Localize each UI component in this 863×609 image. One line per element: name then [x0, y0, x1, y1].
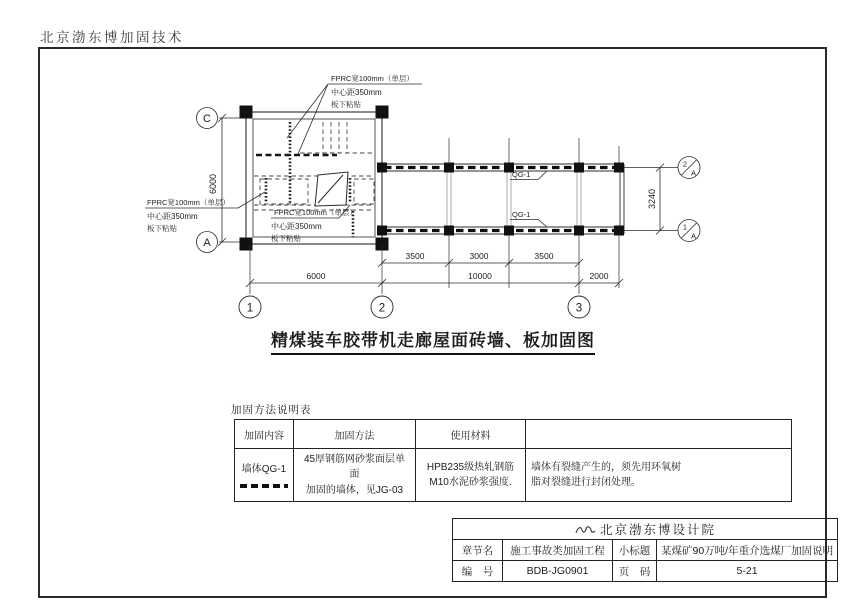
title-block-institute-row: [453, 519, 838, 540]
qg1-reinforcement-dashes: [384, 168, 622, 231]
institute-name: 北京渤东博设计院: [600, 523, 717, 537]
institute-logo-icon: [574, 524, 596, 536]
cell-method: [294, 449, 416, 502]
value-subtitle: 某煤矿90万吨/年重介选煤厂加固说明: [657, 540, 838, 561]
note-line1: 墙体有裂缝产生的，须先用环氧树: [531, 461, 681, 473]
header-note: [526, 420, 792, 449]
legend-table-caption: 加固方法说明表: [231, 404, 312, 416]
fprc-note-line1: FPRC宽100mm（单层）: [331, 74, 414, 83]
value-page: 5-21: [657, 561, 838, 582]
roof-opening: [315, 172, 348, 206]
dim-left-6000: 6000: [208, 173, 218, 195]
company-header: 北京渤东博加固技术: [40, 30, 184, 45]
title-block: [452, 518, 838, 582]
method-line2: 加固的墙体，见JG-03: [305, 484, 404, 496]
dim-right-3240: 3240: [647, 188, 657, 210]
fprc-note-line2: 中心距350mm: [271, 222, 322, 231]
cell-material: [416, 449, 526, 502]
cell-note: [526, 449, 792, 502]
material-line1: HPB235级热轧钢筋: [426, 461, 515, 473]
fprc-note-line2: 中心距350mm: [331, 88, 382, 97]
method-line1: 45厚钢筋网砂浆面层单面: [303, 453, 406, 481]
table-row: [235, 449, 792, 502]
header-method: 加固方法: [294, 420, 416, 449]
axis-label-a: A: [203, 237, 211, 249]
axis-label-c: C: [203, 113, 211, 125]
fprc-note-line1: FPRC宽100mm（单层）: [147, 198, 230, 207]
material-line2: M10水泥砂浆强度.: [429, 477, 512, 488]
axis-bottom-bubbles: [239, 296, 590, 318]
drawing-title: [38, 326, 828, 355]
dim-span3: 2000: [589, 271, 609, 281]
label-chapter: 章节名: [453, 540, 503, 561]
cell-content: [235, 449, 294, 502]
axis-left: [197, 108, 247, 253]
dim-bay1: 3500: [405, 251, 425, 261]
qg1-label-text: QG-1: [512, 170, 531, 179]
value-chapter: 施工事故类加固工程: [503, 540, 613, 561]
axis-label-2a-den: A: [690, 168, 697, 178]
table-header-row: [235, 420, 792, 449]
fprc-note-line1: FPRC宽100mm（单层）: [274, 208, 357, 217]
value-number: BDB-JG0901: [503, 561, 613, 582]
fprc-note-line3: 板下粘贴: [147, 224, 177, 233]
fprc-annotation-top: [287, 73, 422, 154]
fprc-note-line3: 板下粘贴: [331, 100, 361, 109]
axis-right: [624, 157, 700, 242]
label-number: 编 号: [453, 561, 503, 582]
axis-label-1a-den: A: [690, 231, 697, 241]
qg1-label-bottom: [510, 210, 547, 227]
corridor-columns: [377, 163, 624, 236]
title-block-row-chapter: [453, 540, 838, 561]
axis-label-1a-num: 1: [682, 222, 688, 232]
axis-label-2: 2: [378, 302, 386, 315]
wall-qg1-label: 墙体QG-1: [241, 463, 287, 475]
header-material: 使用材料: [416, 420, 526, 449]
reinforcement-method-table: [234, 419, 792, 502]
axis-label-3: 3: [575, 302, 583, 315]
slab-layout-dashed-lines: [254, 122, 374, 210]
label-subtitle: 小标题: [613, 540, 657, 561]
label-page: 页 码: [613, 561, 657, 582]
dimension-lines: [246, 259, 623, 287]
note-line2: 脂对裂缝进行封闭处理。: [531, 477, 641, 488]
fprc-note-line2: 中心距350mm: [147, 212, 198, 221]
axis-label-1: 1: [246, 302, 254, 315]
dim-span2: 10000: [468, 271, 492, 281]
fprc-annotation-left: [145, 192, 265, 233]
corridor-walls: [382, 164, 624, 234]
title-block-row-number: [453, 561, 838, 582]
drawing-title-text: 精煤装车胶带机走廊屋面砖墙、板加固图: [271, 326, 595, 355]
dim-span1: 6000: [306, 271, 326, 281]
institute-cell: [453, 519, 838, 540]
dim-bay2: 3000: [469, 251, 489, 261]
header-content: 加固内容: [235, 420, 294, 449]
fprc-note-line3: 板下粘贴: [271, 234, 301, 243]
dim-bay3: 3500: [534, 251, 554, 261]
qg1-label-text: QG-1: [512, 210, 531, 219]
qg1-legend-dash-symbol: [240, 484, 288, 488]
axis-label-2a-num: 2: [682, 159, 688, 169]
floor-plan-drawing: [38, 58, 828, 330]
